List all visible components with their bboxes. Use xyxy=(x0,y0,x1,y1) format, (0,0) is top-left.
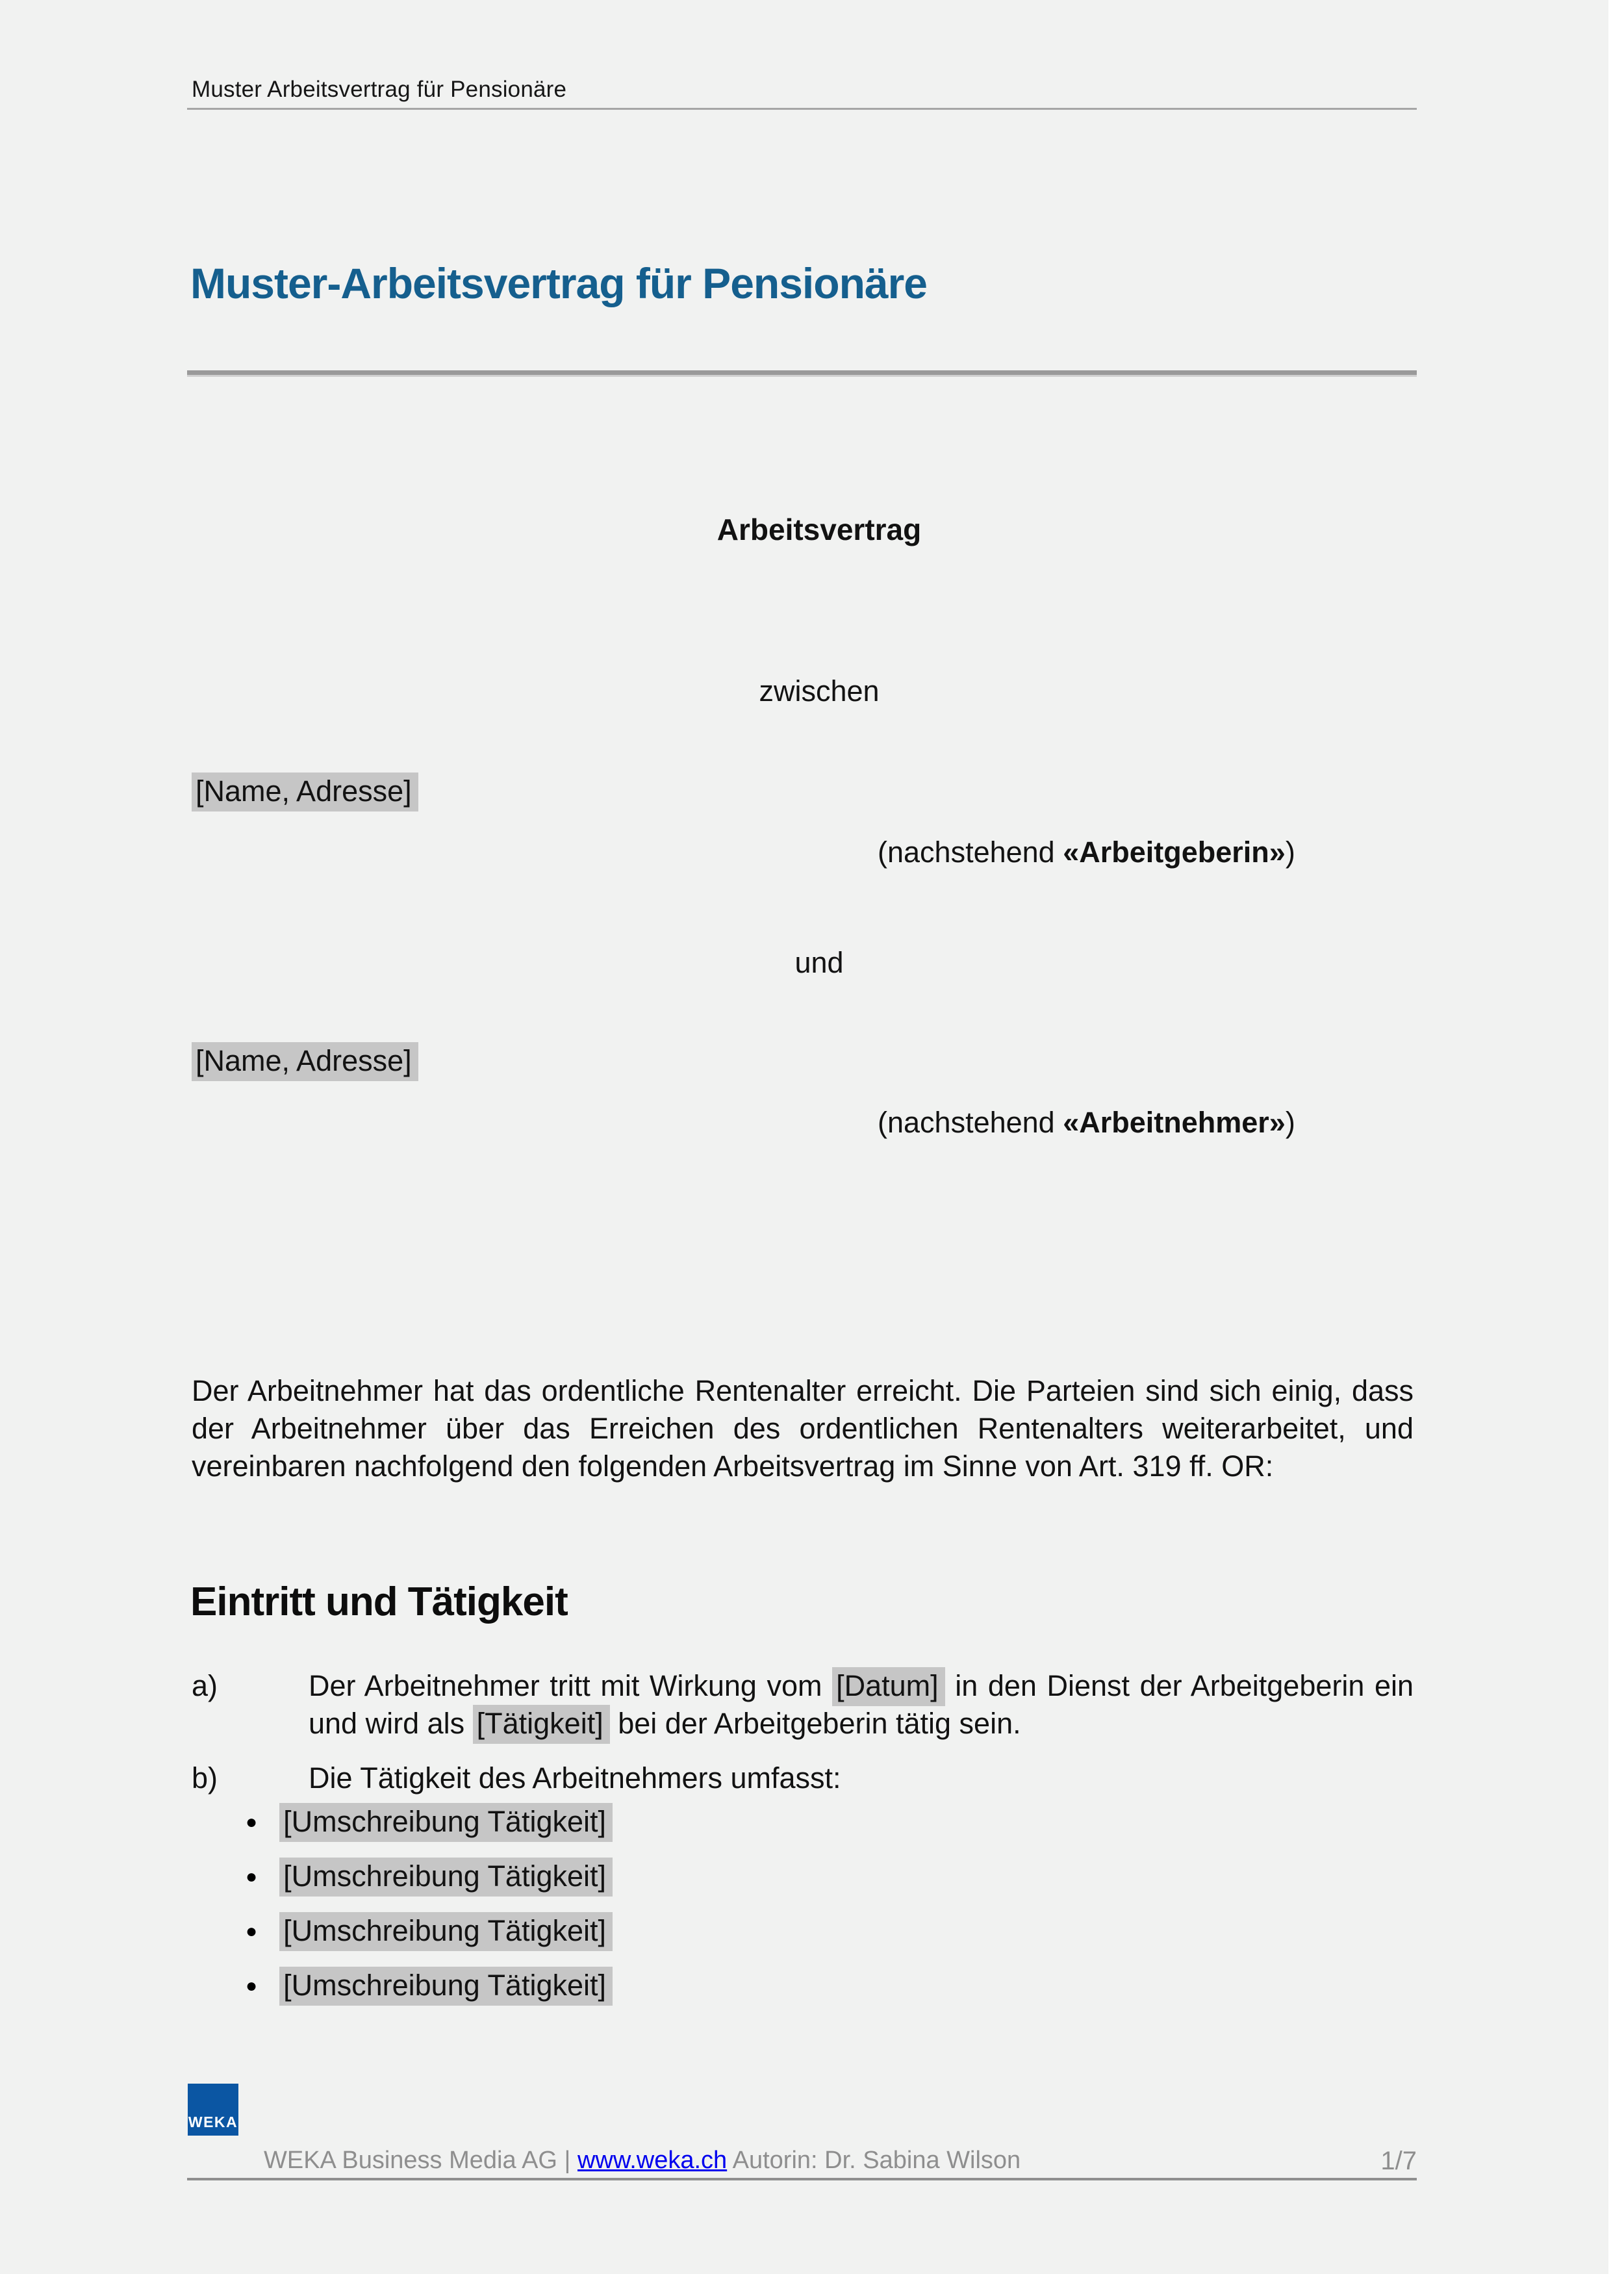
close-paren: ) xyxy=(1285,836,1295,869)
bullet-item xyxy=(246,1859,613,1893)
footer-separator: | xyxy=(564,2147,577,2174)
and-label: und xyxy=(794,946,844,979)
nachstehend-prefix: (nachstehend xyxy=(878,1106,1063,1139)
contract-heading: Arbeitsvertrag xyxy=(717,513,922,546)
item-a-text-after: bei der Arbeitgeberin tätig sein. xyxy=(609,1707,1021,1740)
date-placeholder[interactable]: [Datum] xyxy=(832,1667,945,1706)
weka-link[interactable]: www.weka.ch xyxy=(577,2147,728,2174)
employee-name-placeholder[interactable]: [Name, Adresse] xyxy=(192,1042,418,1081)
close-paren: ) xyxy=(1285,1106,1295,1139)
list-item-a xyxy=(192,1667,1414,1743)
bullet-item xyxy=(246,1805,613,1839)
bullet-item xyxy=(246,1969,613,2002)
running-header-title: Muster Arbeitsvertrag für Pensionäre xyxy=(192,77,567,102)
job-placeholder[interactable]: [Tätigkeit] xyxy=(473,1705,610,1744)
bullet-icon: ● xyxy=(246,1921,258,1942)
page-number: 1/7 xyxy=(1380,2147,1417,2175)
list-item-b xyxy=(192,1759,1414,1797)
page-title: Muster-Arbeitsvertrag für Pensionäre xyxy=(190,259,927,307)
footer-author: Autorin: Dr. Sabina Wilson xyxy=(727,2147,1021,2174)
nachstehend-prefix: (nachstehend xyxy=(878,836,1063,869)
item-b-text: Die Tätigkeit des Arbeitnehmers umfasst: xyxy=(309,1761,841,1795)
bullet-icon: ● xyxy=(246,1975,258,1997)
bullet-icon: ● xyxy=(246,1866,258,1887)
footer-company: WEKA Business Media AG xyxy=(264,2147,565,2174)
footer-info xyxy=(264,2147,1021,2175)
employee-designation-line xyxy=(878,1106,1295,1140)
employee-term: «Arbeitnehmer» xyxy=(1063,1106,1286,1139)
employer-name-placeholder[interactable]: [Name, Adresse] xyxy=(192,773,418,811)
task-description-placeholder[interactable]: [Umschreibung Tätigkeit] xyxy=(279,1967,613,2006)
task-description-placeholder[interactable]: [Umschreibung Tätigkeit] xyxy=(279,1803,613,1842)
employer-term: «Arbeitgeberin» xyxy=(1063,836,1286,869)
header-divider xyxy=(187,108,1417,110)
title-divider xyxy=(187,370,1417,377)
list-item-b-label: b) xyxy=(192,1761,218,1795)
bullet-item xyxy=(246,1914,613,1948)
between-label: zwischen xyxy=(759,674,880,708)
employee-name-row xyxy=(192,1044,418,1078)
employer-name-row xyxy=(192,774,418,808)
item-a-text-before: Der Arbeitnehmer tritt mit Wirkung vom xyxy=(309,1669,833,1702)
weka-logo-text: WEKA xyxy=(188,2114,238,2130)
task-description-placeholder[interactable]: [Umschreibung Tätigkeit] xyxy=(279,1912,613,1951)
intro-paragraph: Der Arbeitnehmer hat das ordentliche Rentenalter erreicht. Die Parteien sind sich einig, dass der Arbeitnehmer über das Erreichen des ordentlichen Rentenalters weiterarbeitet, und vereinbaren nachfolgend den folgenden Arbeitsvertrag im Sinne von Art. 319 ff. OR: xyxy=(192,1374,1414,1483)
task-description-placeholder[interactable]: [Umschreibung Tätigkeit] xyxy=(279,1858,613,1897)
list-item-a-label: a) xyxy=(192,1669,218,1702)
employer-designation-line xyxy=(878,836,1295,869)
footer-divider xyxy=(187,2178,1417,2180)
bullet-icon: ● xyxy=(246,1811,258,1833)
section-heading: Eintritt und Tätigkeit xyxy=(190,1579,568,1624)
item-a-text-middle: in den Dienst der Arbeitgeberin ein und wird als xyxy=(309,1669,1414,1740)
weka-logo xyxy=(188,2084,238,2136)
